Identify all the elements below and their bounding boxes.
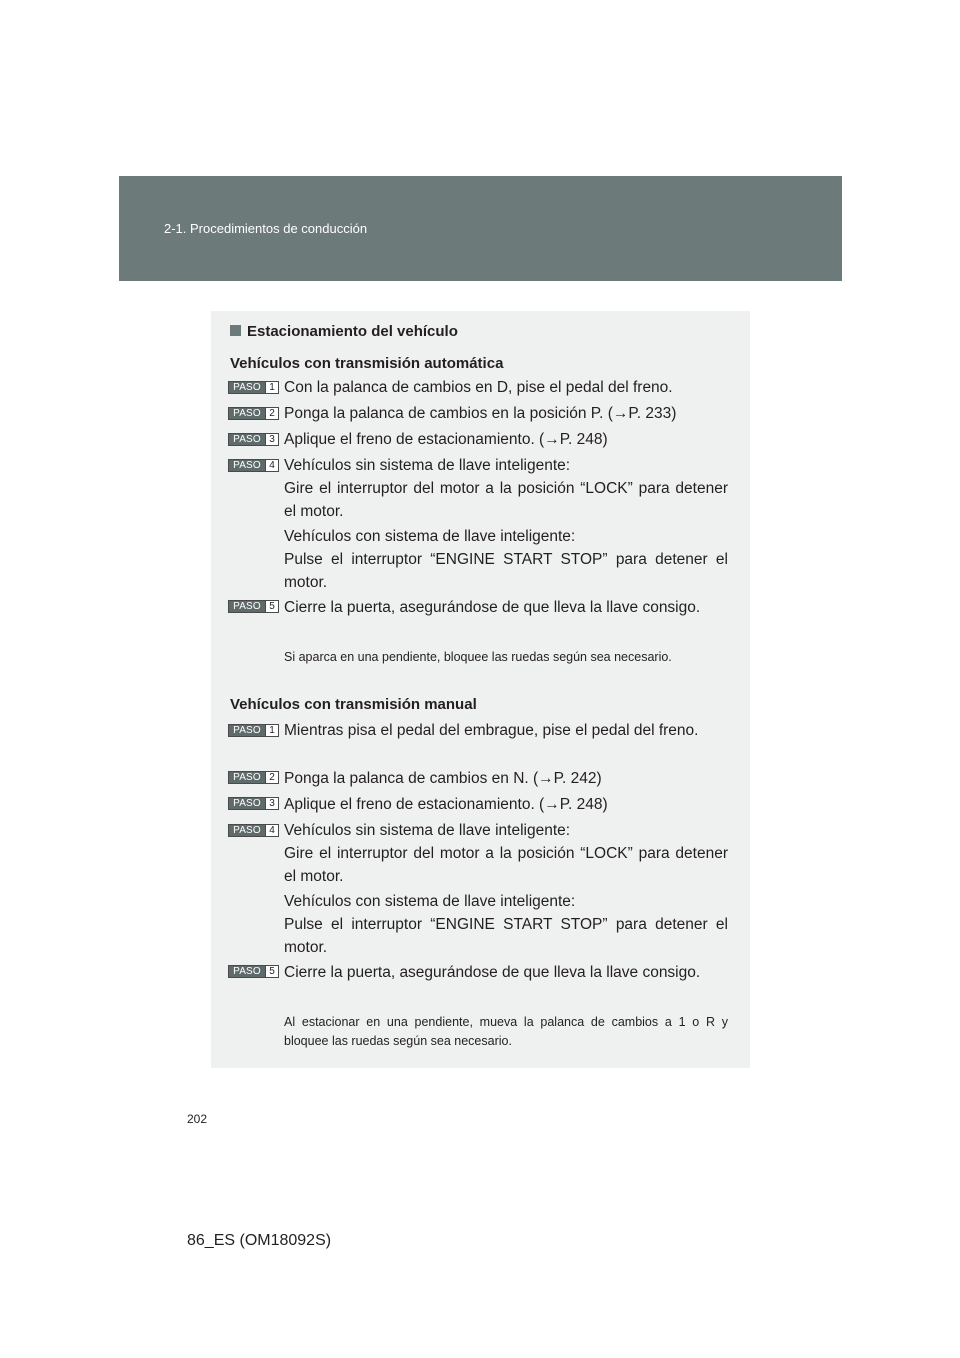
square-bullet-icon	[230, 325, 241, 336]
step-tag	[228, 797, 279, 810]
step-line: Vehículos con sistema de llave inteligente:	[284, 528, 576, 545]
step-line: Vehículos sin sistema de llave inteligente:	[284, 457, 571, 474]
step-tag-number: 5	[265, 966, 278, 977]
step-tag-word: PASO	[229, 798, 265, 809]
step-tag-word: PASO	[229, 434, 265, 445]
step-line: Ponga la palanca de cambios en la posición P. (→P. 233)	[284, 405, 677, 422]
step-tag-word: PASO	[229, 408, 265, 419]
step-tag	[228, 381, 279, 394]
step-tag	[228, 724, 279, 737]
step-tag-number: 1	[265, 382, 278, 393]
step-tag-word: PASO	[229, 966, 265, 977]
note-text: Al estacionar en una pendiente, mueva la palanca de cambios a 1 o R y bloquee las ruedas según sea necesario.	[284, 1015, 728, 1048]
step-tag-number: 2	[265, 772, 278, 783]
step-tag-word: PASO	[229, 460, 265, 471]
step-tag-word: PASO	[229, 825, 265, 836]
step-tag-number: 3	[265, 434, 278, 445]
step-tag-word: PASO	[229, 772, 265, 783]
step-tag-number: 4	[265, 460, 278, 471]
step-tag	[228, 600, 279, 613]
step-line: Cierre la puerta, asegurándose de que lleva la llave consigo.	[284, 964, 701, 981]
step-line: Ponga la palanca de cambios en N. (→P. 242)	[284, 770, 602, 787]
section-title	[230, 323, 458, 340]
page-number: 202	[187, 1112, 208, 1126]
content-box	[211, 311, 750, 1068]
step-tag-number: 2	[265, 408, 278, 419]
step-tag	[228, 965, 279, 978]
step-text	[284, 819, 728, 959]
step-tag-number: 1	[265, 725, 278, 736]
step-tag	[228, 771, 279, 784]
step-line: Aplique el freno de estacionamiento. (→P. 248)	[284, 796, 608, 813]
step-text	[284, 767, 728, 790]
step-line: Vehículos con sistema de llave inteligente:	[284, 893, 576, 910]
step-text	[284, 719, 728, 742]
step-tag-word: PASO	[229, 725, 265, 736]
step-line: Vehículos sin sistema de llave inteligente:	[284, 822, 571, 839]
step-text	[284, 454, 728, 594]
step-line: Gire el interruptor del motor a la posición “LOCK” para detener el motor.	[284, 845, 728, 885]
step-text	[284, 961, 728, 984]
step-line: Gire el interruptor del motor a la posición “LOCK” para detener el motor.	[284, 480, 728, 520]
step-line: Pulse el interruptor “ENGINE START STOP” para detener el motor.	[284, 916, 728, 956]
document-code: 86_ES (OM18092S)	[187, 1232, 332, 1249]
section-title-text: Estacionamiento del vehículo	[247, 323, 458, 340]
step-tag-number: 3	[265, 798, 278, 809]
breadcrumb: 2-1. Procedimientos de conducción	[164, 221, 368, 236]
step-tag-number: 5	[265, 601, 278, 612]
step-text	[284, 428, 728, 451]
step-tag	[228, 459, 279, 472]
automatic-heading: Vehículos con transmisión automática	[230, 355, 504, 372]
step-text	[284, 402, 728, 425]
step-tag	[228, 407, 279, 420]
step-line: Aplique el freno de estacionamiento. (→P. 248)	[284, 431, 608, 448]
step-text	[284, 376, 728, 399]
manual-heading: Vehículos con transmisión manual	[230, 696, 477, 713]
step-line: Cierre la puerta, asegurándose de que lleva la llave consigo.	[284, 599, 701, 616]
step-line: Pulse el interruptor “ENGINE START STOP” para detener el motor.	[284, 551, 728, 591]
step-tag-number: 4	[265, 825, 278, 836]
step-tag-word: PASO	[229, 601, 265, 612]
step-text	[284, 596, 728, 619]
step-line: Con la palanca de cambios en D, pise el pedal del freno.	[284, 379, 673, 396]
note-text: Si aparca en una pendiente, bloquee las ruedas según sea necesario.	[284, 650, 672, 664]
header-band	[119, 176, 842, 281]
step-text	[284, 793, 728, 816]
step-line: Mientras pisa el pedal del embrague, pise el pedal del freno.	[284, 722, 699, 739]
step-tag	[228, 433, 279, 446]
step-tag-word: PASO	[229, 382, 265, 393]
step-tag	[228, 824, 279, 837]
